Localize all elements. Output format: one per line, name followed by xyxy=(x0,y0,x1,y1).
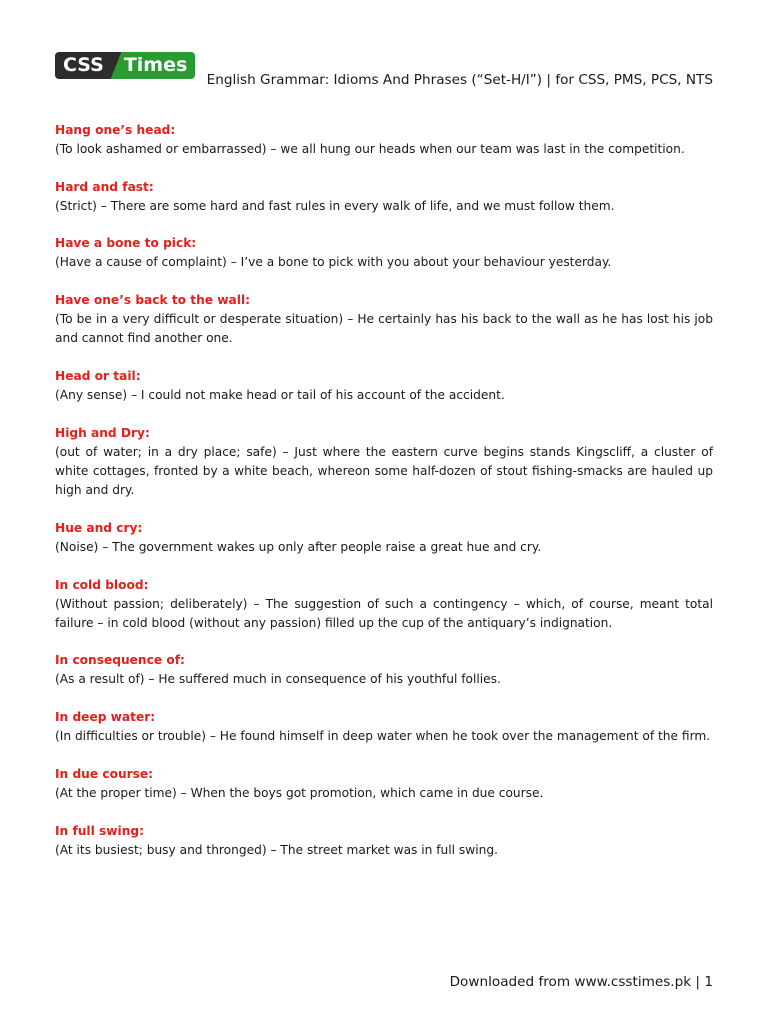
idiom-definition: (Noise) – The government wakes up only after people raise a great hue and cry. xyxy=(55,539,542,554)
idiom-term: In due course: xyxy=(55,766,154,781)
logo-css-text: CSS xyxy=(55,52,110,79)
idiom-term: In deep water: xyxy=(55,710,156,725)
idiom-term: Hard and fast: xyxy=(55,179,154,194)
idiom-entry xyxy=(55,291,713,348)
logo-slash xyxy=(110,52,122,79)
idiom-definition: (Strict) – There are some hard and fast rules in every walk of life, and we must follow them. xyxy=(55,198,615,213)
idiom-definition: (Have a cause of complaint) – I’ve a bone to pick with you about your behaviour yesterday. xyxy=(55,255,612,270)
idiom-term: Head or tail: xyxy=(55,369,141,384)
logo-times-text: Times xyxy=(122,52,195,79)
idiom-entry xyxy=(55,234,713,272)
idiom-entry xyxy=(55,178,713,216)
idiom-term: Have one’s back to the wall: xyxy=(55,293,251,308)
idiom-definition: (Without passion; deliberately) – The suggestion of such a contingency – which, of course, meant total failure – in cold blood (without any passion) filled up the cup of the antiquary’s indignation. xyxy=(55,596,713,630)
idiom-term: In full swing: xyxy=(55,823,144,838)
idiom-entry xyxy=(55,367,713,405)
idiom-entry xyxy=(55,519,713,557)
idiom-entry xyxy=(55,822,713,860)
csstimes-logo xyxy=(55,52,195,79)
idiom-term: In cold blood: xyxy=(55,577,149,592)
idiom-term: In consequence of: xyxy=(55,653,185,668)
idiom-definition: (out of water; in a dry place; safe) – Just where the eastern curve begins stands Kingscliff, a cluster of white cottages, fronted by a white beach, whereon some half-dozen of stout fishing-smacks are hauled up high and dry. xyxy=(55,444,713,498)
idiom-definition: (In difficulties or trouble) – He found himself in deep water when he took over the management of the firm. xyxy=(55,729,711,744)
idiom-entry xyxy=(55,424,713,501)
idiom-term: Hang one’s head: xyxy=(55,123,176,137)
idiom-entry xyxy=(55,651,713,689)
idiom-definition: (Any sense) – I could not make head or tail of his account of the accident. xyxy=(55,388,505,403)
idiom-definition: (To look ashamed or embarrassed) – we all hung our heads when our team was last in the competition. xyxy=(55,142,685,156)
idiom-list xyxy=(55,121,713,878)
idiom-entry xyxy=(55,576,713,633)
idiom-term: High and Dry: xyxy=(55,425,150,440)
idiom-entry xyxy=(55,765,713,803)
document-title: English Grammar: Idioms And Phrases (“Set-H/I”) | for CSS, PMS, PCS, NTS xyxy=(206,72,713,88)
idiom-term: Have a bone to pick: xyxy=(55,236,197,251)
page-footer: Downloaded from www.csstimes.pk | 1 xyxy=(449,974,713,990)
idiom-entry xyxy=(55,708,713,746)
idiom-definition: (As a result of) – He suffered much in consequence of his youthful follies. xyxy=(55,672,501,687)
idiom-definition: (At its busiest; busy and thronged) – The street market was in full swing. xyxy=(55,842,498,857)
idiom-entry xyxy=(55,121,713,159)
idiom-term: Hue and cry: xyxy=(55,520,143,535)
idiom-definition: (To be in a very difficult or desperate situation) – He certainly has his back to the wall as he has lost his job and cannot find another one. xyxy=(55,312,713,346)
idiom-definition: (At the proper time) – When the boys got promotion, which came in due course. xyxy=(55,785,544,800)
page-header xyxy=(0,0,768,110)
